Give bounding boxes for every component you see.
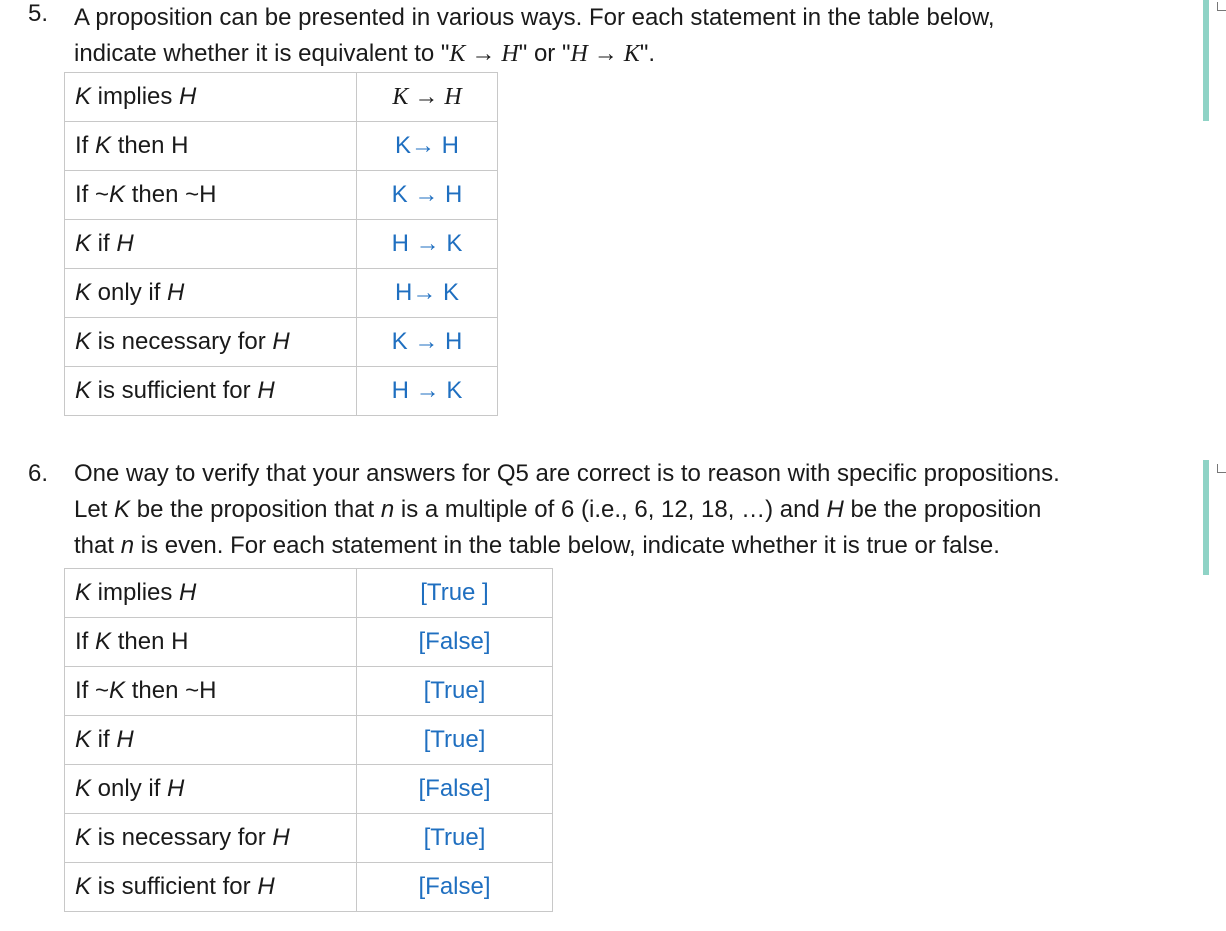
answer-cell[interactable]: H → K <box>357 220 498 269</box>
label-part: H <box>272 328 290 355</box>
answer-cell[interactable]: [False] <box>357 863 553 912</box>
q6-text-part: be the proposition <box>843 496 1042 523</box>
label-part: K <box>75 230 92 257</box>
question-5-number: 5. <box>28 0 49 27</box>
answer-cell[interactable]: [False] <box>357 618 553 667</box>
label-part: then ~H <box>125 677 217 704</box>
answer-cell[interactable]: K → H <box>357 73 498 122</box>
table-row <box>65 171 498 220</box>
q5-line2-post: ". <box>639 40 655 67</box>
question-6-table <box>64 568 553 912</box>
label-part: K <box>75 579 92 606</box>
question-5-line-1: A proposition can be presented in various ways. For each statement in the table below, <box>74 4 995 31</box>
table-row <box>65 569 553 618</box>
label-part: is sufficient for <box>91 873 258 900</box>
label-part: if <box>91 726 117 753</box>
q6-text-part: n <box>120 532 135 559</box>
row-label <box>65 367 357 416</box>
question-5-line-2 <box>74 36 995 72</box>
label-part: K <box>75 824 92 851</box>
label-part: If <box>75 132 96 159</box>
label-part: If <box>75 628 96 655</box>
label-part: if <box>91 230 117 257</box>
table-row <box>65 220 498 269</box>
question-5-text <box>74 0 995 72</box>
row-label <box>65 122 357 171</box>
q5-line2-mid: " or " <box>518 40 571 67</box>
label-part: If ~ <box>75 677 110 704</box>
answer-cell[interactable]: [False] <box>357 765 553 814</box>
label-part: K <box>75 775 92 802</box>
label-part: then H <box>111 132 189 159</box>
label-part: is necessary for <box>91 328 273 355</box>
row-label <box>65 73 357 122</box>
row-label <box>65 569 357 618</box>
row-label <box>65 667 357 716</box>
label-part: K <box>75 377 92 404</box>
question-6-text <box>74 456 1060 564</box>
row-label <box>65 814 357 863</box>
label-part: K <box>109 181 126 208</box>
table-row <box>65 765 553 814</box>
q5-option-2: H → K <box>570 41 640 67</box>
q6-text-part: Let <box>74 496 115 523</box>
q6-text-part: K <box>114 496 131 523</box>
label-part: H <box>272 824 290 851</box>
label-part: H <box>167 775 185 802</box>
row-label <box>65 269 357 318</box>
row-label <box>65 765 357 814</box>
comment-anchor-icon[interactable] <box>1217 464 1226 473</box>
q6-text-part: be the proposition that <box>130 496 381 523</box>
question-6-line-2 <box>74 492 1060 528</box>
q6-text-part: that <box>74 532 121 559</box>
table-row <box>65 618 553 667</box>
label-part: H <box>116 230 134 257</box>
q5-line2-pre: indicate whether it is equivalent to " <box>74 40 450 67</box>
label-part: H <box>257 377 275 404</box>
table-row <box>65 716 553 765</box>
answer-cell[interactable]: K → H <box>357 318 498 367</box>
answer-cell[interactable]: [True] <box>357 814 553 863</box>
answer-cell[interactable]: H→ K <box>357 269 498 318</box>
label-part: implies <box>91 83 180 110</box>
answer-cell[interactable]: K→ H <box>357 122 498 171</box>
q6-text-part: is even. For each statement in the table below, indicate whether it is true or false. <box>134 532 1000 559</box>
label-part: then H <box>111 628 189 655</box>
table-row <box>65 863 553 912</box>
label-part: H <box>179 83 197 110</box>
question-6-number: 6. <box>28 460 49 487</box>
label-part: K <box>109 677 126 704</box>
label-part: If ~ <box>75 181 110 208</box>
q6-text-part: H <box>826 496 844 523</box>
answer-cell[interactable]: K → H <box>357 171 498 220</box>
label-part: H <box>179 579 197 606</box>
question-6-line-1: One way to verify that your answers for Q5 are correct is to reason with specific propositions. <box>74 460 1060 487</box>
label-part: K <box>75 83 92 110</box>
table-row <box>65 73 498 122</box>
label-part: K <box>75 873 92 900</box>
q6-text-part: is a multiple of 6 (i.e., 6, 12, 18, …) and <box>394 496 827 523</box>
label-part: only if <box>91 775 168 802</box>
q5-option-1: K → H <box>449 41 519 67</box>
question-6-line-3 <box>74 528 1060 564</box>
label-part: only if <box>91 279 168 306</box>
row-label <box>65 716 357 765</box>
answer-cell[interactable]: [True] <box>357 716 553 765</box>
row-label <box>65 318 357 367</box>
label-part: K <box>75 726 92 753</box>
label-part: H <box>257 873 275 900</box>
label-part: then ~H <box>125 181 217 208</box>
q6-text-part: n <box>380 496 395 523</box>
comment-anchor-icon[interactable] <box>1217 2 1226 11</box>
label-part: H <box>167 279 185 306</box>
row-label <box>65 171 357 220</box>
label-part: K <box>75 328 92 355</box>
answer-cell[interactable]: [True] <box>357 667 553 716</box>
label-part: K <box>95 628 112 655</box>
table-row <box>65 667 553 716</box>
label-part: H <box>116 726 134 753</box>
comment-margin-bar[interactable] <box>1203 0 1209 121</box>
row-label <box>65 618 357 667</box>
answer-cell[interactable]: H → K <box>357 367 498 416</box>
label-part: is necessary for <box>91 824 273 851</box>
comment-margin-bar[interactable] <box>1203 460 1209 575</box>
question-5-table <box>64 72 498 416</box>
row-label <box>65 863 357 912</box>
table-row <box>65 318 498 367</box>
label-part: is sufficient for <box>91 377 258 404</box>
table-row <box>65 814 553 863</box>
row-label <box>65 220 357 269</box>
table-row <box>65 122 498 171</box>
label-part: K <box>75 279 92 306</box>
answer-cell[interactable]: [True ] <box>357 569 553 618</box>
label-part: implies <box>91 579 180 606</box>
table-row <box>65 367 498 416</box>
table-row <box>65 269 498 318</box>
label-part: K <box>95 132 112 159</box>
